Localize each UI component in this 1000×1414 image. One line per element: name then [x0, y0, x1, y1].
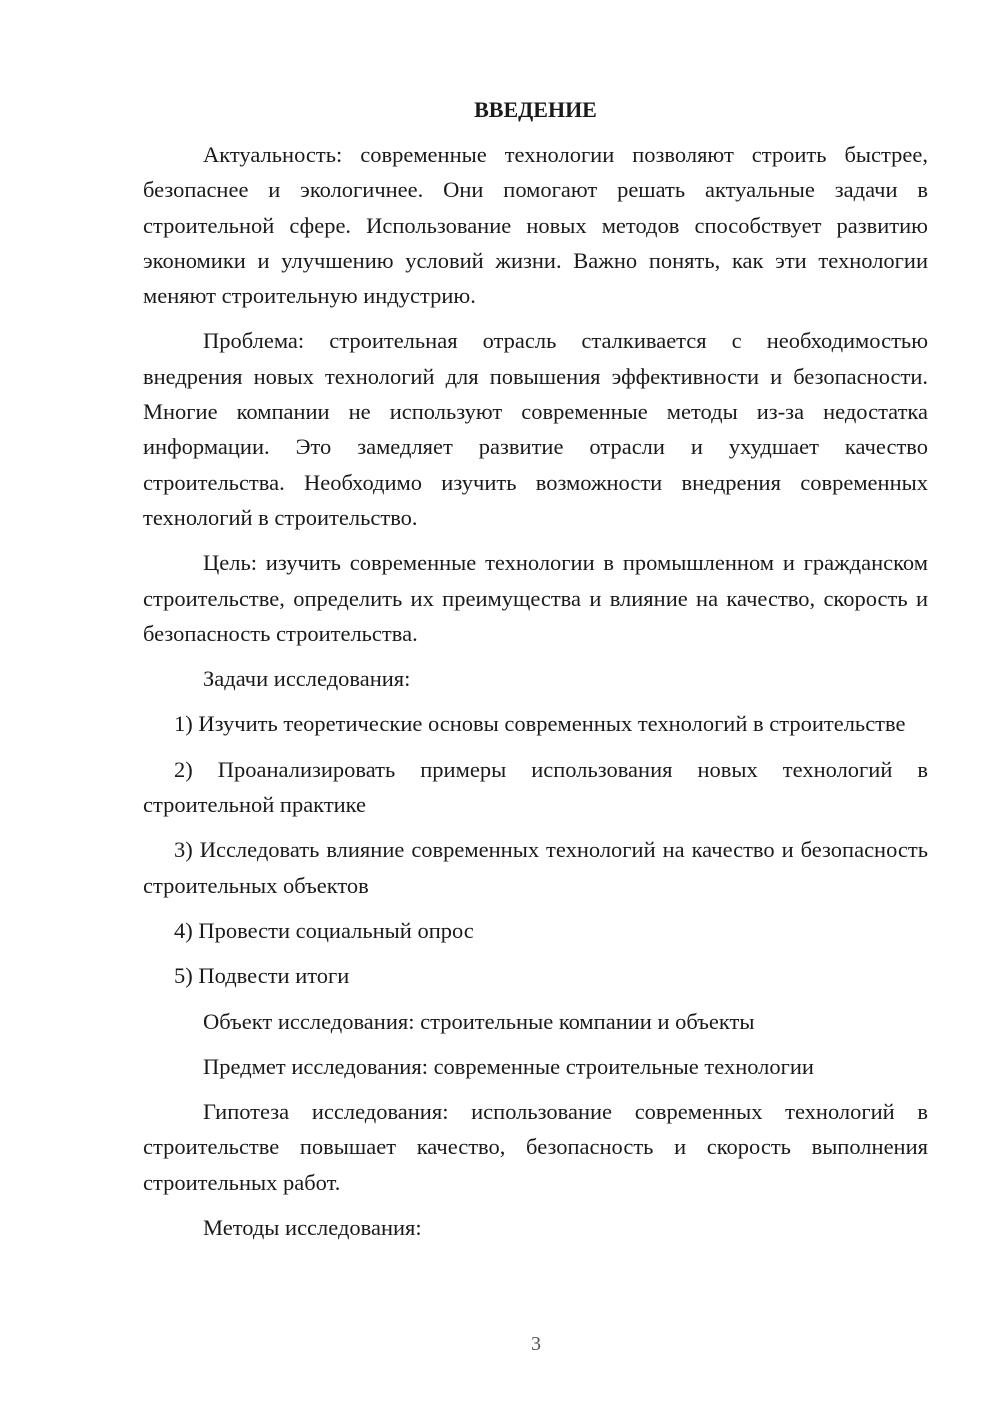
- list-item: 1) Изучить теоретические основы современных технологий в строительстве: [174, 711, 906, 737]
- paragraph-subject: Предмет исследования: современные строительные технологии: [203, 1053, 814, 1079]
- paragraph-relevance: Актуальность: современные технологии позволяют строить быстрее, безопаснее и экологичнее. Они помогают решать актуальные задачи в строительной сфере. Использование новых методов способствует развитию экономики и улучшению условий жизни. Важно понять, как эти технологии меняют строительную индустрию.: [143, 142, 928, 309]
- paragraph-problem: Проблема: строительная отрасль сталкивается с необходимостью внедрения новых технологий для повышения эффективности и безопасности. Многие компании не используют современные методы из-за недостатка информации. Это замедляет развитие отрасли и ухудшает качество строительства. Необходимо изучить возможности внедрения современных технологий в строительство.: [143, 328, 928, 530]
- page-number: 3: [531, 1333, 541, 1355]
- paragraph-object: Объект исследования: строительные компании и объекты: [203, 1008, 755, 1034]
- list-item: 5) Подвести итоги: [174, 963, 350, 989]
- list-item: 3) Исследовать влияние современных технологий на качество и безопасность строительных объектов: [143, 837, 928, 898]
- paragraph-hypothesis: Гипотеза исследования: использование современных технологий в строительстве повышает качество, безопасность и скорость выполнения строительных работ.: [143, 1099, 928, 1195]
- document-page: [143, 95, 928, 1255]
- paragraph-tasks-heading: Задачи исследования:: [203, 666, 411, 692]
- list-item: 2) Проанализировать примеры использования новых технологий в строительной практике: [143, 756, 928, 818]
- list-item: 4) Провести социальный опрос: [174, 917, 474, 943]
- page-title: ВВЕДЕНИЕ: [474, 97, 597, 122]
- paragraph-goal: Цель: изучить современные технологии в промышленном и гражданском строительстве, определить их преимущества и влияние на качество, скорость и безопасность строительства.: [143, 550, 928, 646]
- paragraph-methods: Методы исследования:: [203, 1215, 422, 1241]
